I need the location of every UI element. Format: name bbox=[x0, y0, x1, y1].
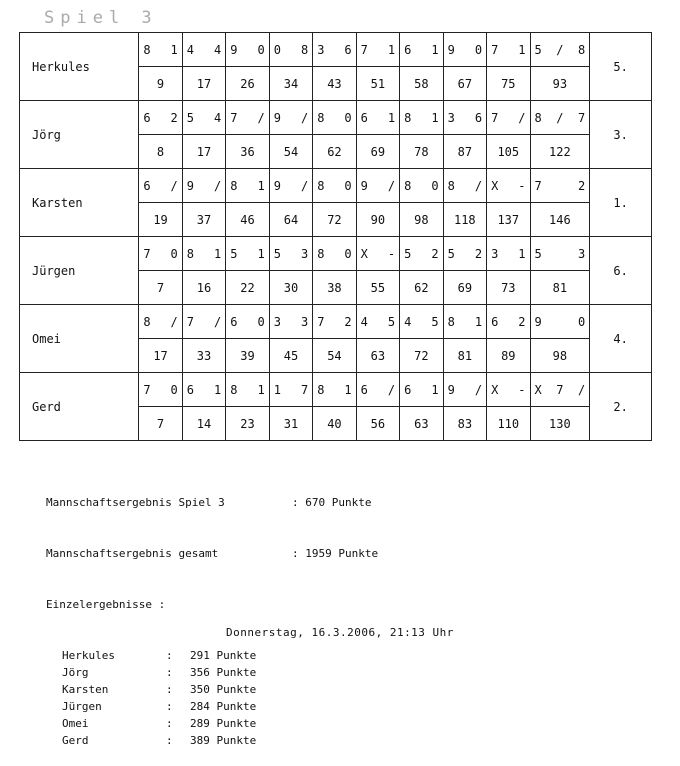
throw-value: 1 bbox=[214, 382, 222, 397]
throw-value: 1 bbox=[170, 42, 178, 57]
frame-throws bbox=[400, 237, 443, 271]
throw-value: 7 bbox=[556, 382, 564, 397]
throw-value: 1 bbox=[273, 382, 281, 397]
throw-value: 9 bbox=[447, 382, 455, 397]
frame-throws bbox=[139, 169, 182, 203]
team-total-label: Mannschaftsergebnis gesamt bbox=[46, 547, 219, 560]
throw-value: 8 bbox=[447, 178, 455, 193]
throw-value: 8 bbox=[577, 42, 586, 57]
throw-value: 8 bbox=[143, 42, 151, 57]
frame-total: 17 bbox=[182, 135, 225, 169]
throw-value: 1 bbox=[518, 246, 526, 261]
frame-throws bbox=[313, 305, 356, 339]
frame-total: 105 bbox=[487, 135, 530, 169]
throw-value: 8 bbox=[404, 110, 412, 125]
throw-value: 6 bbox=[404, 382, 412, 397]
frame-total: 33 bbox=[182, 339, 225, 373]
single-points: 291 Punkte bbox=[190, 649, 257, 662]
throw-value: 9 bbox=[273, 110, 281, 125]
team-total-value: : 1959 Punkte bbox=[292, 547, 379, 560]
frame-total: 98 bbox=[400, 203, 443, 237]
frame-throws bbox=[443, 237, 486, 271]
throw-value: X bbox=[491, 382, 499, 397]
frame-throws bbox=[443, 305, 486, 339]
throw-value: 0 bbox=[257, 42, 265, 57]
frame-total: 122 bbox=[530, 135, 590, 169]
team-game-value: : 670 Punkte bbox=[292, 496, 372, 509]
throw-value: 0 bbox=[344, 246, 352, 261]
throw-value: 0 bbox=[474, 42, 483, 57]
frame-throws bbox=[139, 101, 182, 135]
frame-throws bbox=[269, 169, 312, 203]
frame-throws bbox=[530, 237, 590, 271]
player-name: Jürgen bbox=[20, 237, 139, 305]
throw-value: 6 bbox=[344, 42, 352, 57]
frame-total: 72 bbox=[400, 339, 443, 373]
single-colon: : bbox=[166, 683, 173, 696]
frame-total: 67 bbox=[443, 67, 486, 101]
frame-total: 39 bbox=[226, 339, 269, 373]
throw-value: 1 bbox=[257, 246, 265, 261]
single-colon: : bbox=[166, 717, 173, 730]
throw-value: 1 bbox=[387, 110, 396, 125]
player-name: Gerd bbox=[20, 373, 139, 441]
frame-total: 89 bbox=[487, 339, 530, 373]
frame-throws bbox=[182, 305, 225, 339]
player-place: 1. bbox=[590, 169, 652, 237]
throw-value: 5 bbox=[186, 110, 195, 125]
team-game-result bbox=[46, 494, 378, 511]
throw-value: 0 bbox=[273, 42, 281, 57]
frame-total: 9 bbox=[139, 67, 182, 101]
frame-throws bbox=[182, 169, 225, 203]
frame-throws bbox=[487, 101, 530, 135]
throw-value: / bbox=[170, 314, 178, 329]
summary-block bbox=[46, 460, 378, 766]
throw-value: 1 bbox=[214, 246, 222, 261]
frame-throws bbox=[226, 33, 269, 67]
single-result bbox=[46, 715, 378, 732]
frame-throws bbox=[400, 305, 443, 339]
throw-value: 8 bbox=[317, 110, 325, 125]
throw-value: - bbox=[518, 178, 526, 193]
single-points: 350 Punkte bbox=[190, 683, 257, 696]
frame-total: 69 bbox=[356, 135, 399, 169]
player-name: Karsten bbox=[20, 169, 139, 237]
throw-value: 2 bbox=[474, 246, 483, 261]
single-colon: : bbox=[166, 700, 173, 713]
throw-value: 7 bbox=[230, 110, 238, 125]
team-game-label: Mannschaftsergebnis Spiel 3 bbox=[46, 496, 225, 509]
frame-total: 63 bbox=[356, 339, 399, 373]
throw-value: / bbox=[474, 382, 483, 397]
throw-value: 5 bbox=[534, 42, 542, 57]
frame-throws bbox=[226, 305, 269, 339]
throw-value: 0 bbox=[257, 314, 265, 329]
single-player-name: Karsten bbox=[62, 683, 109, 696]
frame-throws bbox=[356, 305, 399, 339]
frame-throws bbox=[400, 169, 443, 203]
player-place: 5. bbox=[590, 33, 652, 101]
throw-value: / bbox=[300, 110, 309, 125]
timestamp-footer: Donnerstag, 16.3.2006, 21:13 Uhr bbox=[226, 626, 454, 639]
frame-throws bbox=[269, 237, 312, 271]
frame-throws bbox=[313, 373, 356, 407]
throw-value: 2 bbox=[518, 314, 526, 329]
player-name: Herkules bbox=[20, 33, 139, 101]
throw-value: 4 bbox=[214, 42, 222, 57]
player-name: Omei bbox=[20, 305, 139, 373]
frame-throws bbox=[487, 33, 530, 67]
frame-total: 83 bbox=[443, 407, 486, 441]
single-colon: : bbox=[166, 649, 173, 662]
throw-value: 0 bbox=[577, 314, 586, 329]
throws-row bbox=[20, 373, 652, 407]
throw-value: 7 bbox=[360, 42, 368, 57]
throw-value: 5 bbox=[273, 246, 281, 261]
frame-total: 69 bbox=[443, 271, 486, 305]
single-player-name: Jörg bbox=[62, 666, 89, 679]
frame-throws bbox=[356, 33, 399, 67]
throw-value: 3 bbox=[300, 314, 309, 329]
throw-value: 1 bbox=[257, 382, 265, 397]
throw-value: 6 bbox=[474, 110, 483, 125]
throw-value: 2 bbox=[170, 110, 178, 125]
throw-value: 0 bbox=[170, 382, 178, 397]
frame-total: 146 bbox=[530, 203, 590, 237]
throw-value: 1 bbox=[387, 42, 396, 57]
throw-value: 6 bbox=[143, 178, 151, 193]
frame-total: 7 bbox=[139, 271, 182, 305]
throw-value: 3 bbox=[300, 246, 309, 261]
throws-row bbox=[20, 33, 652, 67]
throw-value: 8 bbox=[230, 382, 238, 397]
frame-total: 38 bbox=[313, 271, 356, 305]
throw-value: 4 bbox=[404, 314, 412, 329]
throw-value: 4 bbox=[214, 110, 222, 125]
frame-total: 26 bbox=[226, 67, 269, 101]
throw-value: 9 bbox=[447, 42, 455, 57]
throw-value: / bbox=[474, 178, 483, 193]
throw-value: 5 bbox=[387, 314, 396, 329]
single-colon: : bbox=[166, 666, 173, 679]
throw-value: 3 bbox=[317, 42, 325, 57]
frame-throws bbox=[226, 237, 269, 271]
throw-value: 8 bbox=[534, 110, 542, 125]
player-name: Jörg bbox=[20, 101, 139, 169]
throw-value: 5 bbox=[404, 246, 412, 261]
frame-total: 51 bbox=[356, 67, 399, 101]
throw-value: 7 bbox=[186, 314, 195, 329]
throw-value: 4 bbox=[360, 314, 368, 329]
player-place: 3. bbox=[590, 101, 652, 169]
frame-throws bbox=[443, 169, 486, 203]
throw-value: - bbox=[518, 382, 526, 397]
single-result bbox=[46, 681, 378, 698]
frame-total: 19 bbox=[139, 203, 182, 237]
throw-value: 6 bbox=[491, 314, 499, 329]
single-result bbox=[46, 664, 378, 681]
frame-throws bbox=[182, 101, 225, 135]
frame-total: 56 bbox=[356, 407, 399, 441]
throw-value: / bbox=[387, 178, 396, 193]
single-points: 356 Punkte bbox=[190, 666, 257, 679]
frame-total: 31 bbox=[269, 407, 312, 441]
frame-total: 34 bbox=[269, 67, 312, 101]
throw-value: 1 bbox=[431, 110, 439, 125]
frame-total: 45 bbox=[269, 339, 312, 373]
frame-total: 93 bbox=[530, 67, 590, 101]
frame-throws bbox=[226, 101, 269, 135]
throw-value: 5 bbox=[534, 246, 542, 261]
frame-throws bbox=[269, 33, 312, 67]
throw-value: 5 bbox=[431, 314, 439, 329]
throw-value: 7 bbox=[577, 110, 586, 125]
single-points: 289 Punkte bbox=[190, 717, 257, 730]
frame-total: 54 bbox=[269, 135, 312, 169]
throw-value: 6 bbox=[230, 314, 238, 329]
throw-value: 3 bbox=[577, 246, 586, 261]
throws-row bbox=[20, 169, 652, 203]
frame-throws bbox=[530, 373, 590, 407]
throw-value: 7 bbox=[143, 246, 151, 261]
player-place: 2. bbox=[590, 373, 652, 441]
frame-total: 63 bbox=[400, 407, 443, 441]
frame-total: 62 bbox=[400, 271, 443, 305]
frame-throws bbox=[356, 101, 399, 135]
singles-label: Einzelergebnisse : bbox=[46, 598, 166, 611]
throws-row bbox=[20, 305, 652, 339]
throw-value: 1 bbox=[431, 382, 439, 397]
throw-value: 1 bbox=[474, 314, 483, 329]
frame-total: 43 bbox=[313, 67, 356, 101]
frame-total: 16 bbox=[182, 271, 225, 305]
game-title: Spiel 3 bbox=[44, 8, 158, 28]
throw-value: 8 bbox=[447, 314, 455, 329]
frame-total: 37 bbox=[182, 203, 225, 237]
throw-value: 6 bbox=[360, 382, 368, 397]
throw-value: 9 bbox=[186, 178, 195, 193]
frame-throws bbox=[269, 101, 312, 135]
throw-value: 0 bbox=[431, 178, 439, 193]
throw-value: 9 bbox=[273, 178, 281, 193]
throw-value: X bbox=[534, 382, 542, 397]
throw-value: 1 bbox=[257, 178, 265, 193]
frame-throws bbox=[400, 33, 443, 67]
throw-value: 6 bbox=[186, 382, 195, 397]
single-player-name: Gerd bbox=[62, 734, 89, 747]
frame-throws bbox=[226, 169, 269, 203]
frame-total: 7 bbox=[139, 407, 182, 441]
frame-total: 98 bbox=[530, 339, 590, 373]
frame-total: 46 bbox=[226, 203, 269, 237]
throw-value: 8 bbox=[300, 42, 309, 57]
throw-value: X bbox=[491, 178, 499, 193]
single-player-name: Omei bbox=[62, 717, 89, 730]
throw-value: 1 bbox=[518, 42, 526, 57]
frame-total: 17 bbox=[182, 67, 225, 101]
throw-value: 2 bbox=[431, 246, 439, 261]
throw-value: 8 bbox=[317, 246, 325, 261]
frame-total: 14 bbox=[182, 407, 225, 441]
throw-value: 1 bbox=[344, 382, 352, 397]
throw-value: 7 bbox=[491, 110, 499, 125]
throw-value: 8 bbox=[143, 314, 151, 329]
throw-value: / bbox=[300, 178, 309, 193]
frame-throws bbox=[530, 33, 590, 67]
frame-throws bbox=[226, 373, 269, 407]
throws-row bbox=[20, 237, 652, 271]
singles-list bbox=[46, 647, 378, 749]
frame-total: 110 bbox=[487, 407, 530, 441]
single-player-name: Jürgen bbox=[62, 700, 102, 713]
single-points: 389 Punkte bbox=[190, 734, 257, 747]
frame-total: 73 bbox=[487, 271, 530, 305]
frame-total: 75 bbox=[487, 67, 530, 101]
throw-value: / bbox=[556, 110, 564, 125]
frame-total: 30 bbox=[269, 271, 312, 305]
throw-value: 8 bbox=[186, 246, 195, 261]
throw-value: 3 bbox=[447, 110, 455, 125]
frame-throws bbox=[487, 169, 530, 203]
frame-throws bbox=[530, 169, 590, 203]
throw-value: 8 bbox=[230, 178, 238, 193]
throw-value: 8 bbox=[317, 178, 325, 193]
frame-throws bbox=[182, 237, 225, 271]
throw-value: / bbox=[387, 382, 396, 397]
throw-value: 5 bbox=[230, 246, 238, 261]
team-total-result bbox=[46, 545, 378, 562]
throw-value: 7 bbox=[300, 382, 309, 397]
throw-value: 8 bbox=[404, 178, 412, 193]
throw-value: 9 bbox=[534, 314, 542, 329]
single-result bbox=[46, 732, 378, 749]
throw-value: 0 bbox=[170, 246, 178, 261]
frame-throws bbox=[182, 373, 225, 407]
frame-throws bbox=[530, 101, 590, 135]
frame-throws bbox=[530, 305, 590, 339]
frame-throws bbox=[356, 373, 399, 407]
frame-total: 72 bbox=[313, 203, 356, 237]
frame-throws bbox=[313, 33, 356, 67]
frame-total: 36 bbox=[226, 135, 269, 169]
frame-total: 8 bbox=[139, 135, 182, 169]
single-colon: : bbox=[166, 734, 173, 747]
frame-throws bbox=[487, 305, 530, 339]
throw-value: 7 bbox=[534, 178, 542, 193]
frame-throws bbox=[313, 169, 356, 203]
frame-throws bbox=[269, 305, 312, 339]
frame-throws bbox=[139, 237, 182, 271]
player-place: 6. bbox=[590, 237, 652, 305]
throw-value: 9 bbox=[360, 178, 368, 193]
frame-total: 130 bbox=[530, 407, 590, 441]
frame-throws bbox=[313, 101, 356, 135]
throw-value: / bbox=[556, 42, 564, 57]
frame-throws bbox=[443, 101, 486, 135]
player-place: 4. bbox=[590, 305, 652, 373]
frame-throws bbox=[487, 237, 530, 271]
frame-throws bbox=[487, 373, 530, 407]
throw-value: / bbox=[518, 110, 526, 125]
throw-value: 6 bbox=[404, 42, 412, 57]
throw-value: 6 bbox=[143, 110, 151, 125]
throw-value: / bbox=[214, 314, 222, 329]
frame-total: 64 bbox=[269, 203, 312, 237]
throw-value: X bbox=[360, 246, 368, 261]
throw-value: 7 bbox=[317, 314, 325, 329]
throw-value: 8 bbox=[317, 382, 325, 397]
frame-throws bbox=[139, 33, 182, 67]
throw-value: 7 bbox=[143, 382, 151, 397]
frame-total: 17 bbox=[139, 339, 182, 373]
frame-total: 62 bbox=[313, 135, 356, 169]
throw-value: / bbox=[577, 382, 586, 397]
frame-total: 55 bbox=[356, 271, 399, 305]
frame-throws bbox=[443, 33, 486, 67]
frame-throws bbox=[139, 305, 182, 339]
throw-value: / bbox=[257, 110, 265, 125]
frame-total: 54 bbox=[313, 339, 356, 373]
throw-value: 0 bbox=[344, 110, 352, 125]
throw-value: 9 bbox=[230, 42, 238, 57]
throws-row bbox=[20, 101, 652, 135]
frame-total: 40 bbox=[313, 407, 356, 441]
frame-total: 23 bbox=[226, 407, 269, 441]
frame-throws bbox=[400, 373, 443, 407]
frame-throws bbox=[356, 169, 399, 203]
frame-throws bbox=[139, 373, 182, 407]
frame-total: 81 bbox=[530, 271, 590, 305]
single-player-name: Herkules bbox=[62, 649, 115, 662]
frame-total: 81 bbox=[443, 339, 486, 373]
frame-total: 87 bbox=[443, 135, 486, 169]
frame-throws bbox=[313, 237, 356, 271]
throw-value: / bbox=[170, 178, 178, 193]
frame-throws bbox=[443, 373, 486, 407]
throw-value: 3 bbox=[273, 314, 281, 329]
throw-value: 4 bbox=[186, 42, 195, 57]
frame-total: 137 bbox=[487, 203, 530, 237]
frame-throws bbox=[356, 237, 399, 271]
single-points: 284 Punkte bbox=[190, 700, 257, 713]
throw-value: 7 bbox=[491, 42, 499, 57]
frame-throws bbox=[400, 101, 443, 135]
throw-value: 5 bbox=[447, 246, 455, 261]
throw-value: 3 bbox=[491, 246, 499, 261]
throw-value: 1 bbox=[431, 42, 439, 57]
throw-value: 2 bbox=[344, 314, 352, 329]
throw-value: / bbox=[214, 178, 222, 193]
frame-total: 22 bbox=[226, 271, 269, 305]
frame-total: 118 bbox=[443, 203, 486, 237]
frame-total: 90 bbox=[356, 203, 399, 237]
throw-value: - bbox=[387, 246, 396, 261]
frame-total: 78 bbox=[400, 135, 443, 169]
throw-value: 0 bbox=[344, 178, 352, 193]
frame-total: 58 bbox=[400, 67, 443, 101]
single-result bbox=[46, 647, 378, 664]
throw-value: 2 bbox=[577, 178, 586, 193]
score-table bbox=[19, 32, 652, 441]
single-result bbox=[46, 698, 378, 715]
frame-throws bbox=[182, 33, 225, 67]
frame-throws bbox=[269, 373, 312, 407]
throw-value: 6 bbox=[360, 110, 368, 125]
